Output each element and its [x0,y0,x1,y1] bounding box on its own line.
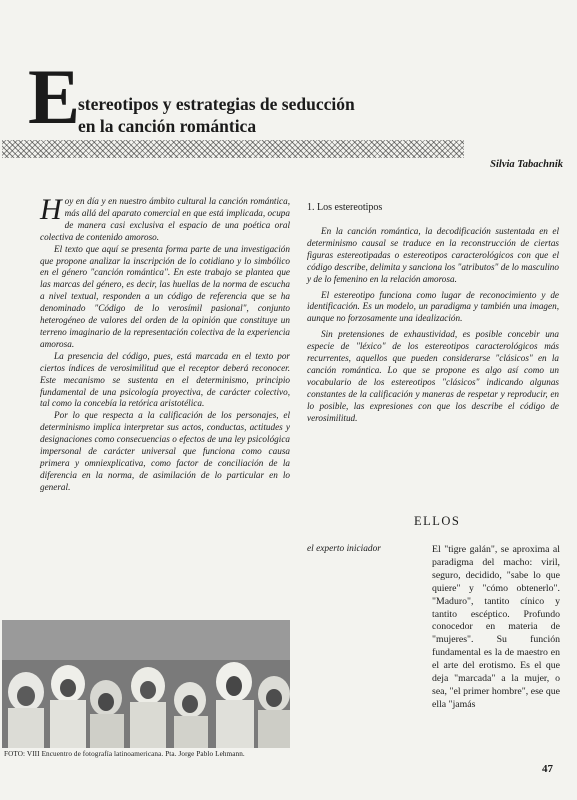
paragraph: Sin pretensiones de exhaustividad, es posible concebir una especie de "léxico" de los estereotipos caracterológicos más recurrentes, aquellos que pueden considerarse "clásicos" en la canción romántica. Lo que se propone es algo así como un vocabulario de los estereotipos "clásicos" indicando algunas constantes de la calificación y maneras de respetar y reproducir, en lo posible, las expresiones con que los describe el código de verosimilitud. [307,329,559,423]
article-title-line-2: en la canción romántica [78,116,257,136]
title-drop-cap: E [28,53,81,140]
stereotype-definition [432,544,560,712]
left-column [40,193,290,494]
paragraph-text: oy en día y en nuestro ámbito cultural la canción romántica, más allá del aparato comercial en que está implicada, ocupa de manera casi exclusiva el espacio de una poética oral colectiva de contenido amoroso. [40,196,290,242]
article-photo [2,620,290,748]
decorative-rule [2,140,464,158]
paragraph: El "tigre galán", se aproxima al paradigma del macho: viril, seguro, decidido, "sabe lo que quiere" y "cómo obtenerlo". "Maduro", tantito cínico y tantito escéptico. Profundo conocedor en materia de "mujeres". Su función fundamental es la de maestro en el arte del erotismo. Es el que deja "marcada" a la mujer, o sea, "el primer hombre", ese que ella "jamás [432,544,560,710]
page-number: 47 [542,763,553,775]
paragraph: El texto que aquí se presenta forma parte de una investigación que propone analizar la inscripción de lo cotidiano y lo simbólico en el género "canción romántica". En este trabajo se plantea que las marcas del género, es decir, las huellas de la norma de escucha a nivel textual, responden a un código de referencia que se ha denominado "Código de lo verosímil pasional", conjunto heterogéneo de valores del orden de la opinión que constituye un terreno imaginario de la representación colectiva de la experiencia amorosa. [40,243,290,349]
article-title-line-1: stereotipos y estrategias de seducción [78,94,355,114]
paragraph: Por lo que respecta a la calificación de los personajes, el determinismo implica interpretar sus actos, conductas, actitudes y designaciones como consecuencias o efectos de una ley psicológica impersonal de carácter universal que funciona como causa primera y omniexplicativa, como factor de conciliación de la diferencia en la norma, de asimilación de lo particular en lo general. [40,410,290,492]
paragraph: En la canción romántica, la decodificación sustentada en el determinismo causal se traduce en la reconstrucción de ciertas figuras estereotipadas o estereotipos caracterológicos con que el código describe, delimita y sanciona los "atributos" de lo masculino y de lo femenino en la relación amorosa. [307,226,559,284]
author-name: Silvia Tabachnik [490,159,563,170]
subsection-heading: ELLOS [414,514,461,528]
photo-caption: FOTO: VIII Encuentro de fotografía latinoamericana. Pta. Jorge Pablo Lehmann. [4,750,245,758]
paragraph-drop-cap: H [40,193,62,226]
right-column [307,226,559,429]
paragraph: La presencia del código, pues, está marcada en el texto por ciertos índices de verosimilitud que el receptor deberá reconocer. Este mecanismo se sustenta en el determinismo, principio fundamental de una psicología proyectiva, de carácter colectivo, tal como la concebía la retórica aristotélica. [40,350,290,409]
paragraph: El estereotipo funciona como lugar de reconocimiento y de identificación. Es un modelo, un paradigma y también una imagen, aunque no forzosamente una idealización. [307,289,559,324]
section-heading: 1. Los estereotipos [307,202,383,213]
photo-illustration [2,620,290,748]
stereotype-term: el experto iniciador [307,544,381,554]
paragraph [40,193,290,244]
